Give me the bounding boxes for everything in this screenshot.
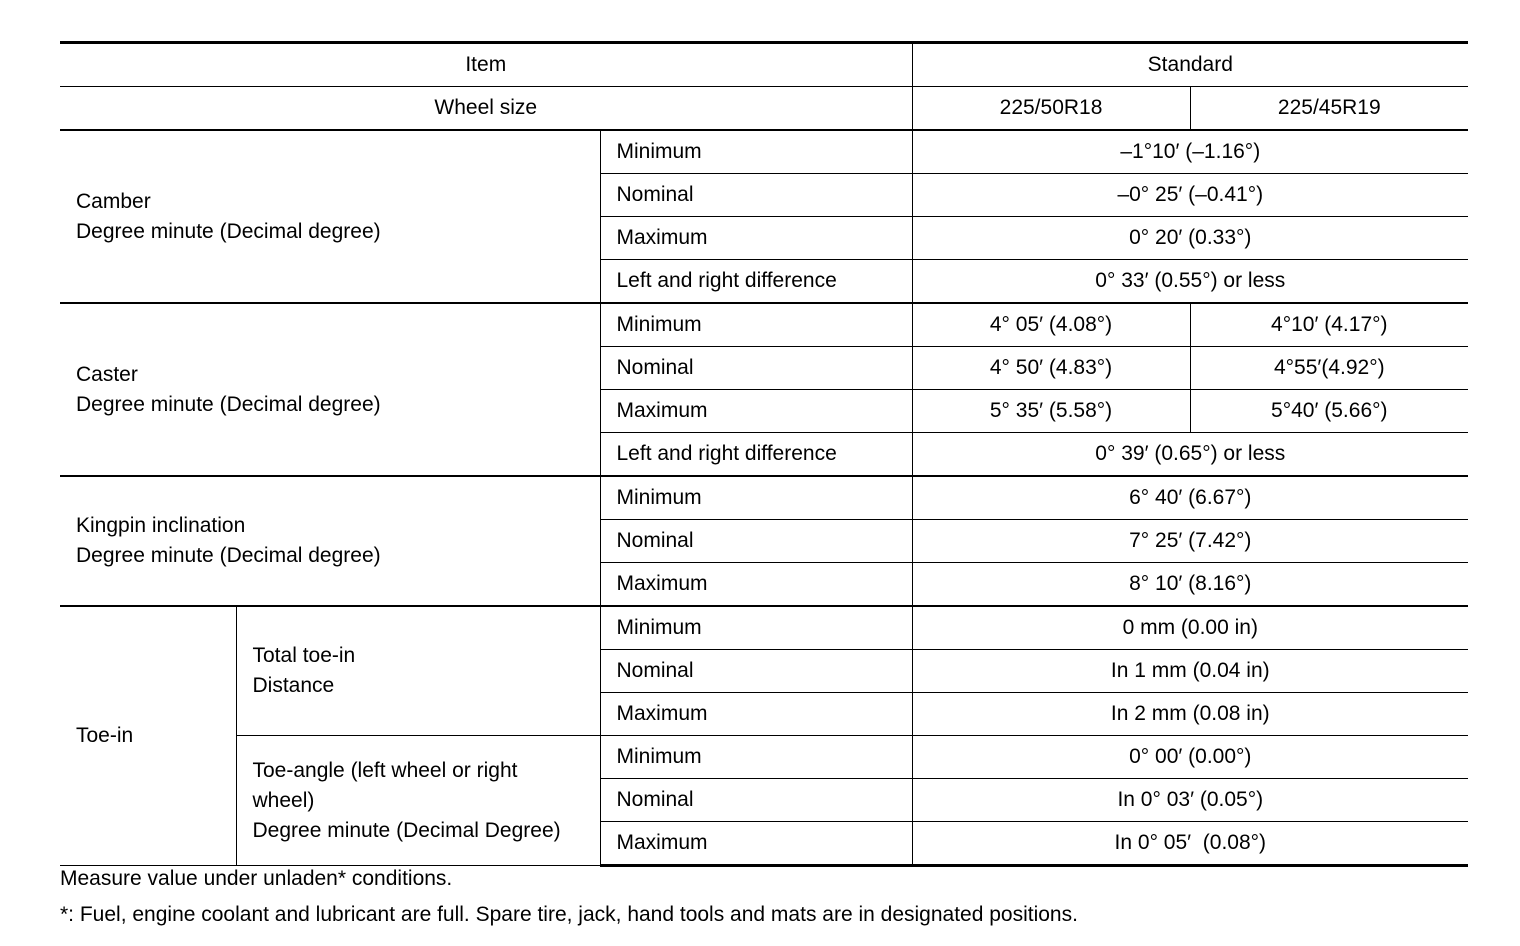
table-row [60,303,1468,347]
row-label: Minimum [600,736,912,779]
table-row [60,606,1468,650]
row-label: Maximum [600,390,912,433]
camber-label: Camber Degree minute (Decimal degree) [60,130,600,303]
row-label: Minimum [600,303,912,347]
row-label: Nominal [600,174,912,217]
wheel-size-row [60,87,1468,131]
row-label: Nominal [600,520,912,563]
value-cell: –0° 25′ (–0.41°) [912,174,1468,217]
value-cell: 5°40′ (5.66°) [1190,390,1468,433]
value-cell: 0° 20′ (0.33°) [912,217,1468,260]
row-label: Nominal [600,779,912,822]
header-row [60,43,1468,87]
row-label: Minimum [600,476,912,520]
value-cell: 4°55′(4.92°) [1190,347,1468,390]
row-label: Maximum [600,563,912,607]
wheel-size-1: 225/50R18 [912,87,1190,131]
row-label: Nominal [600,347,912,390]
value-cell: In 2 mm (0.08 in) [912,693,1468,736]
row-label: Left and right difference [600,433,912,477]
value-cell: 0° 39′ (0.65°) or less [912,433,1468,477]
toe-angle-label: Toe-angle (left wheel or right wheel) Degree minute (Decimal Degree) [236,736,600,866]
wheel-size-label: Wheel size [60,87,912,131]
row-label: Maximum [600,822,912,866]
value-cell: 4° 50′ (4.83°) [912,347,1190,390]
value-cell: In 1 mm (0.04 in) [912,650,1468,693]
kingpin-label: Kingpin inclination Degree minute (Decimal degree) [60,476,600,606]
value-cell: 0° 00′ (0.00°) [912,736,1468,779]
row-label: Nominal [600,650,912,693]
table-row [60,476,1468,520]
wheel-size-2: 225/45R19 [1190,87,1468,131]
value-cell: 4°10′ (4.17°) [1190,303,1468,347]
caster-label: Caster Degree minute (Decimal degree) [60,303,600,476]
note-footnote: *: Fuel, engine coolant and lubricant are full. Spare tire, jack, hand tools and mats are in designated positions. [60,903,1078,926]
value-cell: 8° 10′ (8.16°) [912,563,1468,607]
table-row [60,130,1468,174]
value-cell: –1°10′ (–1.16°) [912,130,1468,174]
total-toein-label: Total toe-in Distance [236,606,600,736]
value-cell: In 0° 05′ (0.08°) [912,822,1468,866]
toein-label: Toe-in [60,606,236,866]
value-cell: 4° 05′ (4.08°) [912,303,1190,347]
row-label: Maximum [600,217,912,260]
header-item: Item [60,43,912,87]
header-standard: Standard [912,43,1468,87]
note-unladen: Measure value under unladen* conditions. [60,867,453,890]
value-cell: 6° 40′ (6.67°) [912,476,1468,520]
value-cell: 0° 33′ (0.55°) or less [912,260,1468,304]
row-label: Minimum [600,606,912,650]
row-label: Maximum [600,693,912,736]
table-row [60,736,1468,779]
row-label: Minimum [600,130,912,174]
value-cell: 7° 25′ (7.42°) [912,520,1468,563]
value-cell: 5° 35′ (5.58°) [912,390,1190,433]
value-cell: 0 mm (0.00 in) [912,606,1468,650]
wheel-alignment-spec-table [60,41,1468,867]
value-cell: In 0° 03′ (0.05°) [912,779,1468,822]
row-label: Left and right difference [600,260,912,304]
